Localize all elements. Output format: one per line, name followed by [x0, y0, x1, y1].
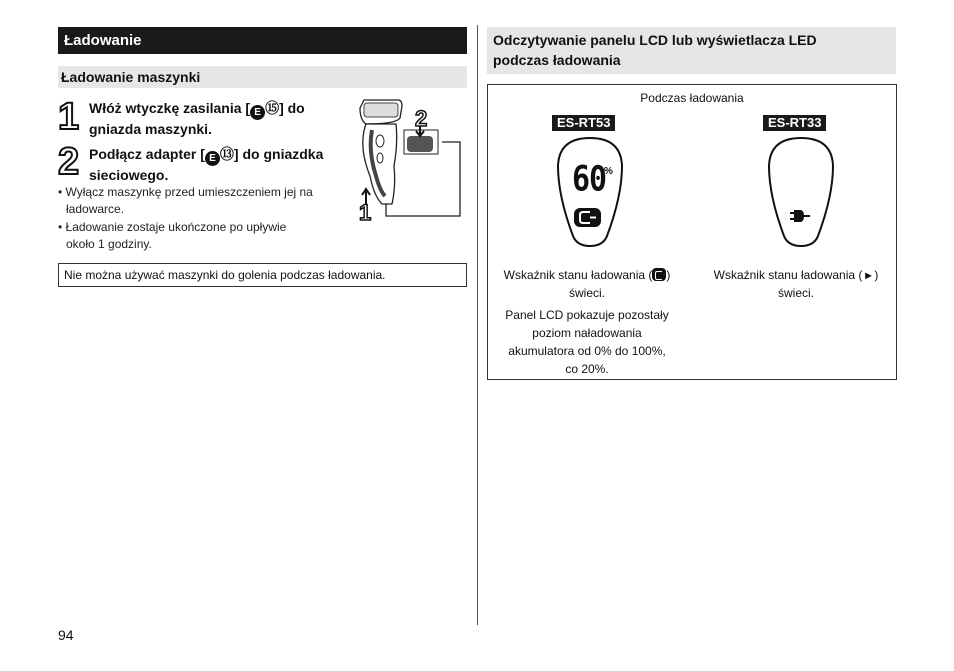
charge-plug-icon: [652, 268, 666, 281]
bullet-item: • Ładowanie zostaje ukończone po upływie około 1 godziny.: [58, 220, 287, 251]
lcd-level-desc: Panel LCD pokazuje pozostały poziom naładowania akumulatora od 0% do 100%, co 20%.: [505, 308, 669, 376]
right-section-title: Odczytywanie panelu LCD lub wyświetlacza LED podczas ładowania: [487, 27, 896, 74]
figure-label-2: 2: [415, 106, 428, 131]
model-tag-es-rt33: ES-RT33: [763, 115, 826, 131]
panel-header: Podczas ładowania: [640, 91, 744, 105]
lcd-percent-unit: %: [604, 166, 613, 177]
figure-label-1: 1: [359, 200, 372, 225]
page-number: 94: [58, 627, 74, 643]
column-divider: [477, 25, 478, 625]
es-rt33-indicator-desc: Wskaźnik stanu ładowania ( ▸ ) świeci.: [713, 268, 879, 300]
led-display-es-rt33: [766, 136, 836, 248]
note-box: Nie można używać maszynki do golenia podczas ładowania.: [58, 263, 467, 287]
shaver-icon: [360, 100, 460, 216]
lcd-percentage-value: 60: [572, 159, 607, 200]
step-number-1: 1: [58, 96, 80, 138]
subsection-title: Ładowanie maszynki: [58, 66, 467, 88]
charge-plug-icon: [574, 208, 601, 227]
step-2-text: Podłącz adapter [ E ⑬] do gniazdka sieciowego.: [89, 146, 324, 183]
es-rt53-indicator-desc: Wskaźnik stanu ładowania ( ) świeci.: [503, 268, 671, 300]
charge-plug-icon: ▸: [865, 268, 872, 282]
section-title: Ładowanie: [58, 27, 467, 54]
step-number-2: 2: [58, 141, 80, 183]
ref-e-icon: E: [250, 105, 265, 120]
ref-e-icon: E: [205, 151, 220, 166]
model-tag-es-rt53: ES-RT53: [552, 115, 615, 131]
step-1-text: Włóż wtyczkę zasilania [ E ⑮] do gniazda maszynki.: [89, 100, 305, 137]
bullet-item: • Wyłącz maszynkę przed umieszczeniem jej na ładowarce.: [58, 185, 313, 216]
